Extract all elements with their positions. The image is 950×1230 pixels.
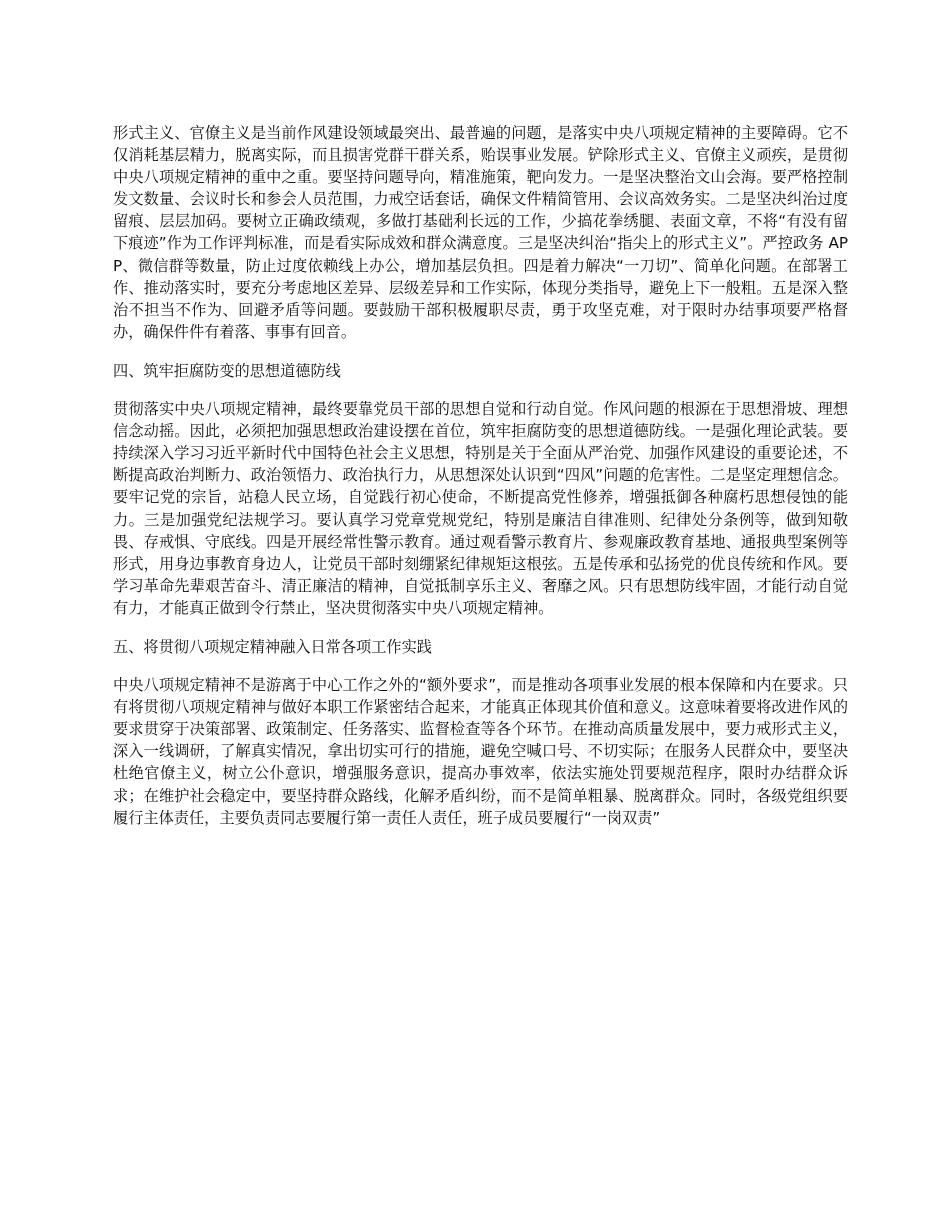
section-heading-4: 四、筑牢拒腐防变的思想道德防线	[113, 361, 341, 380]
section-heading-5: 五、将贯彻八项规定精神融入日常各项工作实践	[113, 637, 432, 656]
paragraph-formalism: 形式主义、官僚主义是当前作风建设领域最突出、最普遍的问题，是落实中央八项规定精神的主要障碍。它不仅消耗基层精力，脱离实际，而且损害党群干群关系，贻误事业发展。铲除形式主义、官僚主义顽疾，是贯彻中央八项规定精神的重中之重。要坚持问题导向，精准施策，靶向发力。一是坚决整治文山会海。要严格控制发文数量、会议时长和参会人员范围，力戒空话套话，确保文件精简管用、会议高效务实。二是坚决纠治过度留痕、层层加码。要树立正确政绩观，多做打基础利长远的工作，少搞花拳绣腿、表面文章，不将“有没有留下痕迹”作为工作评判标准，而是看实际成效和群众满意度。三是坚决纠治“指尖上的形式主义”。严控政务 APP、微信群等数量，防止过度依赖线上办公，增加基层负担。四是着力解决“一刀切”、简单化问题。在部署工作、推动落实时，要充分考虑地区差异、层级差异和工作实际，体现分类指导，避免上下一般粗。五是深入整治不担当不作为、回避矛盾等问题。要鼓励干部积极履职尽责，勇于攻坚克难，对于限时办结事项要严格督办，确保件件有着落、事事有回音。	[113, 124, 848, 341]
document-body	[113, 122, 848, 829]
paragraph-ideological-defense: 贯彻落实中央八项规定精神，最终要靠党员干部的思想自觉和行动自觉。作风问题的根源在于思想滑坡、理想信念动摇。因此，必须把加强思想政治建设摆在首位，筑牢拒腐防变的思想道德防线。一是强化理论武装。要持续深入学习习近平新时代中国特色社会主义思想，特别是关于全面从严治党、加强作风建设的重要论述，不断提高政治判断力、政治领悟力、政治执行力，从思想深处认识到“四风”问题的危害性。二是坚定理想信念。要牢记党的宗旨，站稳人民立场，自觉践行初心使命，不断提高党性修养，增强抵御各种腐朽思想侵蚀的能力。三是加强党纪法规学习。要认真学习党章党规党纪，特别是廉洁自律准则、纪律处分条例等，做到知敬畏、存戒惧、守底线。四是开展经常性警示教育。通过观看警示教育片、参观廉政教育基地、通报典型案例等形式，用身边事教育身边人，让党员干部时刻绷紧纪律规矩这根弦。五是传承和弘扬党的优良传统和作风。要学习革命先辈艰苦奋斗、清正廉洁的精神，自觉抵制享乐主义、奢靡之风。只有思想防线牢固，才能行动自觉有力，才能真正做到令行禁止，坚决贯彻落实中央八项规定精神。	[113, 400, 848, 617]
paragraph-daily-practice: 中央八项规定精神不是游离于中心工作之外的“额外要求”，而是推动各项事业发展的根本保障和内在要求。只有将贯彻八项规定精神与做好本职工作紧密结合起来，才能真正体现其价值和意义。这意味着要将改进作风的要求贯穿于决策部署、政策制定、任务落实、监督检查等各个环节。在推动高质量发展中，要力戒形式主义，深入一线调研，了解真实情况，拿出切实可行的措施，避免空喊口号、不切实际；在服务人民群众中，要坚决杜绝官僚主义，树立公仆意识，增强服务意识，提高办事效率，依法实施处罚要规范程序，限时办结群众诉求；在维护社会稳定中，要坚持群众路线，化解矛盾纠纷，而不是简单粗暴、脱离群众。同时，各级党组织要履行主体责任，主要负责同志要履行第一责任人责任，班子成员要履行“一岗双责”	[113, 676, 848, 827]
